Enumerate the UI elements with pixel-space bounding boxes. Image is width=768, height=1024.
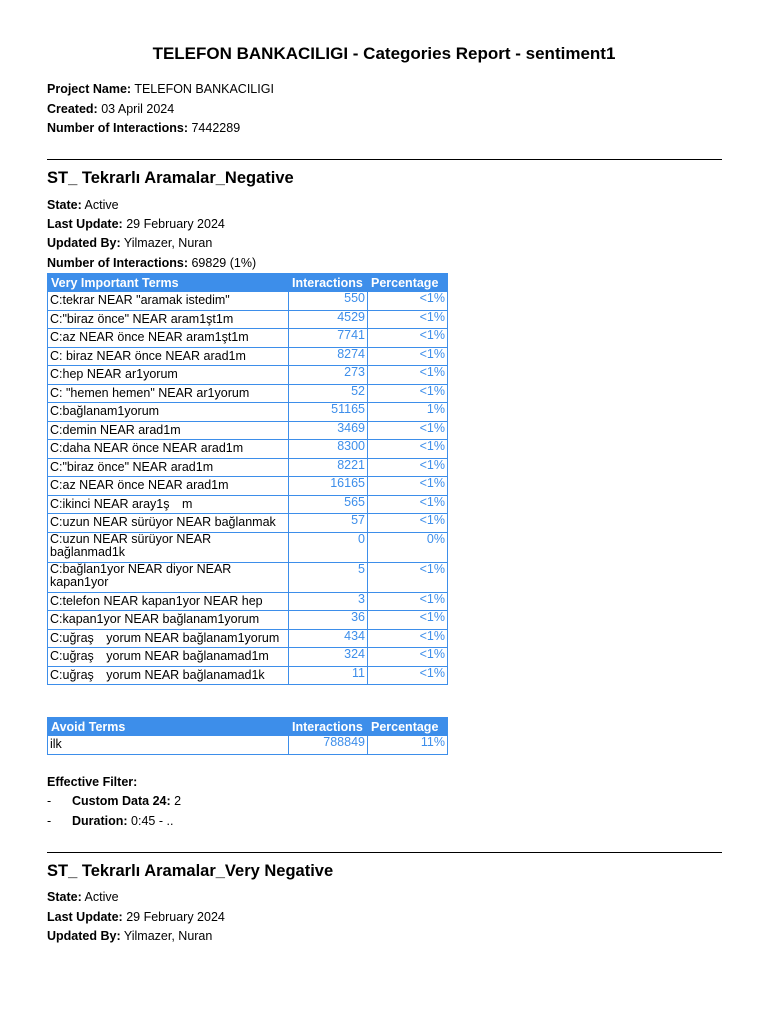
filter-bullet: -: [47, 794, 52, 808]
s1-interactions-label: Number of Interactions:: [47, 256, 188, 270]
s1-updatedby-value: Yilmazer, Nuran: [123, 236, 213, 250]
filter-item: [47, 814, 173, 828]
filter-value: 0:45 - ..: [131, 814, 174, 828]
percentage-cell: <1%: [368, 514, 448, 533]
interactions-cell: 0: [289, 532, 368, 562]
term-cell: C:"biraz önce" NEAR aram1şt1m: [48, 310, 289, 329]
table-row: [48, 421, 448, 440]
term-cell: C:kapan1yor NEAR bağlanam1yorum: [48, 611, 289, 630]
s1-state-label: State:: [47, 198, 82, 212]
interactions-cell: 4529: [289, 310, 368, 329]
s1-updatedby-line: [47, 236, 212, 250]
section-divider: [47, 852, 722, 853]
term-cell: C:bağlanam1yorum: [48, 403, 289, 422]
percentage-cell: 1%: [368, 403, 448, 422]
table-row: [48, 477, 448, 496]
s1-interactions-value: 69829 (1%): [191, 256, 257, 270]
s1-interactions-line: [47, 256, 256, 270]
effective-filter-label: [47, 775, 137, 789]
s1-state-line: [47, 198, 119, 212]
table-row: [48, 403, 448, 422]
project-interactions-line: [47, 121, 240, 135]
filter-label: Custom Data 24:: [72, 794, 171, 808]
term-cell: C:demin NEAR arad1m: [48, 421, 289, 440]
term-cell: C:bağlan1yor NEAR diyor NEAR kapan1yor: [48, 562, 289, 592]
interactions-cell: 5: [289, 562, 368, 592]
header-terms: Very Important Terms: [48, 274, 289, 292]
s2-update-value: 29 February 2024: [126, 910, 225, 924]
term-cell: C: biraz NEAR önce NEAR arad1m: [48, 347, 289, 366]
term-cell: C: "hemen hemen" NEAR ar1yorum: [48, 384, 289, 403]
header-avoid-interactions: Interactions: [289, 718, 368, 736]
percentage-cell: <1%: [368, 592, 448, 611]
term-cell: C:uğraş yorum NEAR bağlanamad1k: [48, 666, 289, 685]
percentage-cell: <1%: [368, 310, 448, 329]
interactions-cell: 550: [289, 292, 368, 311]
table-row: [48, 611, 448, 630]
table-row: [48, 629, 448, 648]
percentage-cell: <1%: [368, 347, 448, 366]
avoid-terms-table: [47, 717, 448, 755]
table-row: [48, 384, 448, 403]
table-row: [48, 310, 448, 329]
interactions-cell: 57: [289, 514, 368, 533]
important-terms-header: [48, 274, 448, 292]
interactions-cell: 565: [289, 495, 368, 514]
table-row: [48, 562, 448, 592]
interactions-cell: 52: [289, 384, 368, 403]
table-row: [48, 736, 448, 755]
project-name-line: [47, 82, 274, 96]
interactions-cell: 51165: [289, 403, 368, 422]
table-row: [48, 347, 448, 366]
term-cell: C:daha NEAR önce NEAR arad1m: [48, 440, 289, 459]
interactions-cell: 324: [289, 648, 368, 667]
interactions-cell: 7741: [289, 329, 368, 348]
percentage-cell: <1%: [368, 292, 448, 311]
important-terms-table: [47, 273, 448, 685]
term-cell: C:hep NEAR ar1yorum: [48, 366, 289, 385]
interactions-cell: 8300: [289, 440, 368, 459]
table-row: [48, 440, 448, 459]
table-row: [48, 592, 448, 611]
percentage-cell: <1%: [368, 458, 448, 477]
interactions-cell: 11: [289, 666, 368, 685]
s2-state-label: State:: [47, 890, 82, 904]
filter-item: [47, 794, 181, 808]
percentage-cell: <1%: [368, 562, 448, 592]
header-avoid-percentage: Percentage: [368, 718, 448, 736]
effective-filter-title: Effective Filter:: [47, 775, 138, 789]
s2-update-line: [47, 910, 225, 924]
table-row: [48, 495, 448, 514]
table-row: [48, 666, 448, 685]
percentage-cell: <1%: [368, 648, 448, 667]
section2-title: ST_ Tekrarlı Aramalar_Very Negative: [47, 862, 334, 880]
term-cell: C:ikinci NEAR aray1ş m: [48, 495, 289, 514]
table-row: [48, 514, 448, 533]
percentage-cell: 11%: [368, 736, 448, 755]
project-name-label: Project Name:: [47, 82, 132, 96]
table-row: [48, 366, 448, 385]
filter-bullet: -: [47, 814, 52, 828]
term-cell: C:uzun NEAR sürüyor NEAR bağlanmad1k: [48, 532, 289, 562]
term-cell: C:tekrar NEAR "aramak istedim": [48, 292, 289, 311]
s1-state-value: Active: [84, 198, 119, 212]
filter-label: Duration:: [72, 814, 128, 828]
interactions-cell: 434: [289, 629, 368, 648]
s2-updatedby-label: Updated By:: [47, 929, 121, 943]
term-cell: C:uğraş yorum NEAR bağlanam1yorum: [48, 629, 289, 648]
percentage-cell: <1%: [368, 666, 448, 685]
term-cell: C:uzun NEAR sürüyor NEAR bağlanmak: [48, 514, 289, 533]
interactions-cell: 3: [289, 592, 368, 611]
term-cell: C:az NEAR önce NEAR aram1şt1m: [48, 329, 289, 348]
s1-update-line: [47, 217, 225, 231]
percentage-cell: <1%: [368, 329, 448, 348]
interactions-cell: 8274: [289, 347, 368, 366]
important-terms-body: [48, 292, 448, 685]
avoid-terms-header: [48, 718, 448, 736]
s1-update-label: Last Update:: [47, 217, 123, 231]
project-interactions-label: Number of Interactions:: [47, 121, 188, 135]
project-name-value: TELEFON BANKACILIGI: [134, 82, 274, 96]
interactions-cell: 36: [289, 611, 368, 630]
table-row: [48, 458, 448, 477]
s2-state-line: [47, 890, 119, 904]
header-percentage: Percentage: [368, 274, 448, 292]
table-row: [48, 532, 448, 562]
interactions-cell: 788849: [289, 736, 368, 755]
s1-update-value: 29 February 2024: [126, 217, 225, 231]
avoid-terms-body: [48, 736, 448, 755]
percentage-cell: <1%: [368, 611, 448, 630]
percentage-cell: <1%: [368, 421, 448, 440]
s2-state-value: Active: [84, 890, 119, 904]
s2-updatedby-line: [47, 929, 212, 943]
header-interactions: Interactions: [289, 274, 368, 292]
percentage-cell: <1%: [368, 366, 448, 385]
percentage-cell: <1%: [368, 629, 448, 648]
s2-update-label: Last Update:: [47, 910, 123, 924]
created-value: 03 April 2024: [101, 102, 175, 116]
percentage-cell: 0%: [368, 532, 448, 562]
header-avoid-terms: Avoid Terms: [48, 718, 289, 736]
percentage-cell: <1%: [368, 384, 448, 403]
s1-updatedby-label: Updated By:: [47, 236, 121, 250]
term-cell: ilk: [48, 736, 289, 755]
project-interactions-value: 7442289: [191, 121, 241, 135]
table-row: [48, 648, 448, 667]
table-row: [48, 329, 448, 348]
interactions-cell: 8221: [289, 458, 368, 477]
filter-value: 2: [174, 794, 182, 808]
percentage-cell: <1%: [368, 477, 448, 496]
created-line: [47, 102, 174, 116]
section-divider: [47, 159, 722, 160]
section1-title: ST_ Tekrarlı Aramalar_Negative: [47, 169, 294, 187]
percentage-cell: <1%: [368, 495, 448, 514]
created-label: Created:: [47, 102, 98, 116]
table-row: [48, 292, 448, 311]
term-cell: C:"biraz önce" NEAR arad1m: [48, 458, 289, 477]
s2-updatedby-value: Yilmazer, Nuran: [123, 929, 213, 943]
term-cell: C:uğraş yorum NEAR bağlanamad1m: [48, 648, 289, 667]
percentage-cell: <1%: [368, 440, 448, 459]
interactions-cell: 16165: [289, 477, 368, 496]
term-cell: C:telefon NEAR kapan1yor NEAR hep: [48, 592, 289, 611]
term-cell: C:az NEAR önce NEAR arad1m: [48, 477, 289, 496]
report-title: TELEFON BANKACILIGI - Categories Report - sentiment1: [152, 44, 616, 63]
interactions-cell: 3469: [289, 421, 368, 440]
interactions-cell: 273: [289, 366, 368, 385]
